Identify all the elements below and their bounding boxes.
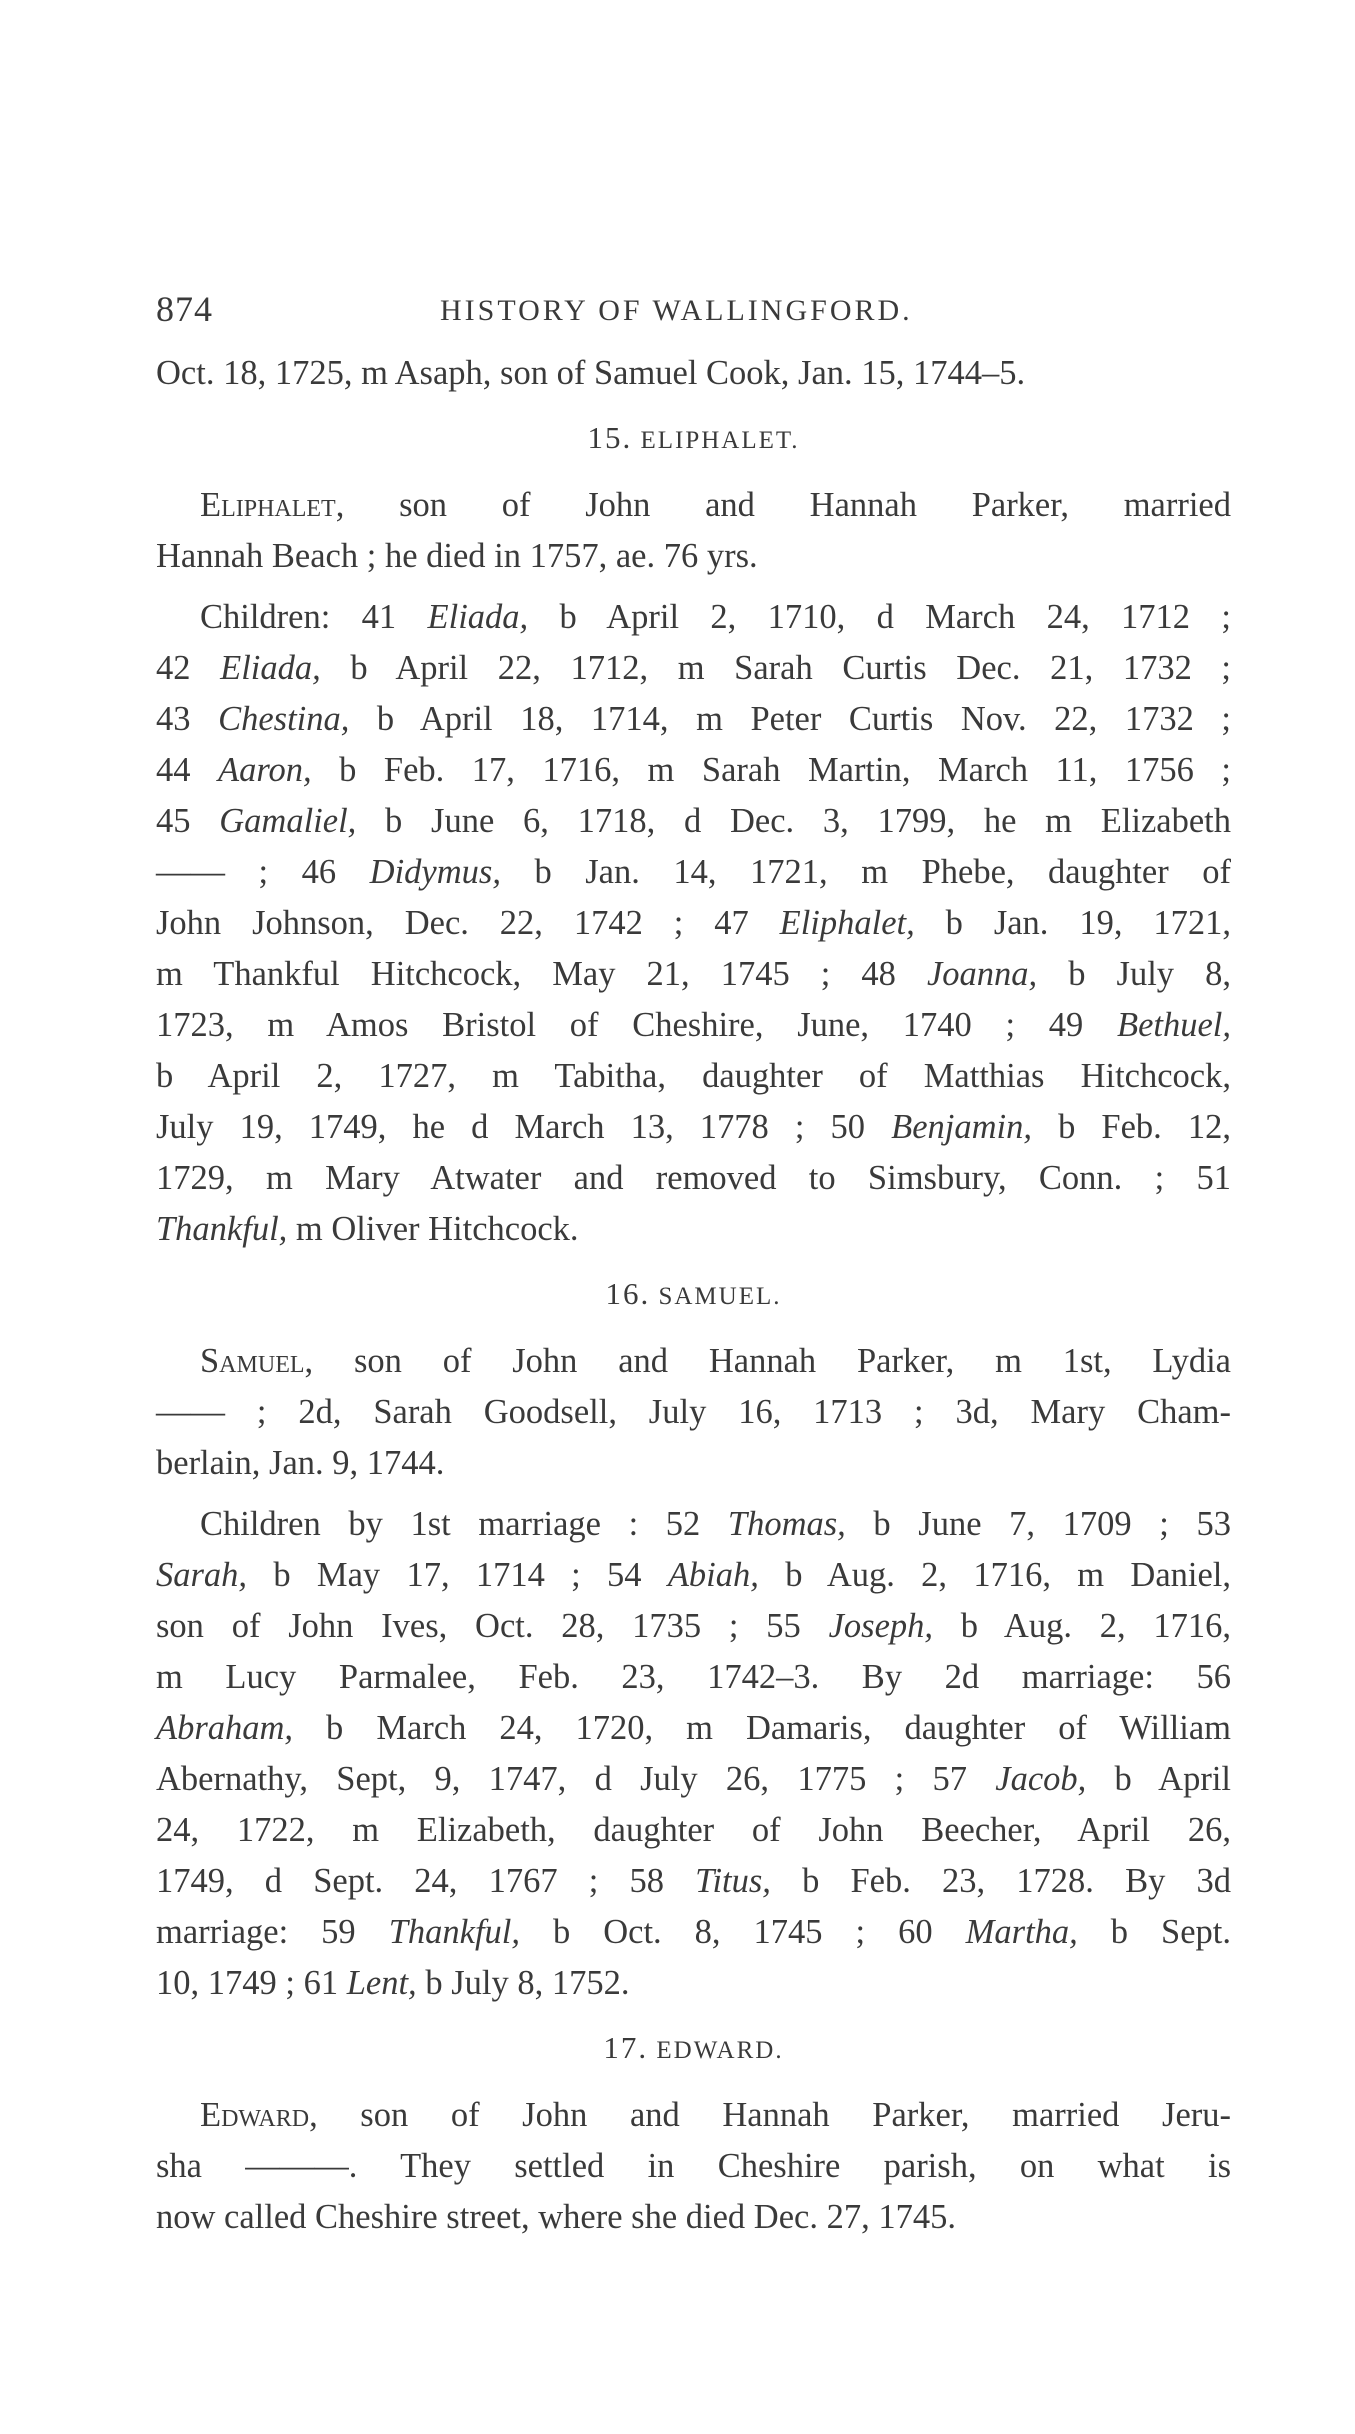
text-run: Hannah Beach ; he died in 1757, ae. 76 yrs. [156, 537, 758, 575]
page-number: 874 [156, 289, 213, 329]
text-run: 43 [156, 700, 219, 738]
text-run: son of John Ives, Oct. 28, 1735 ; 55 [156, 1607, 829, 1645]
person-name: Thankful, [156, 1210, 288, 1248]
text-run: b Jan. 14, 1721, m Phebe, daughter of [500, 853, 1231, 891]
person-name: Bethuel, [1117, 1006, 1231, 1044]
text-run: b July 8, [1037, 955, 1231, 993]
section-name: EDWARD. [648, 2037, 784, 2064]
person-name: Abraham, [156, 1709, 294, 1747]
person-name: Chestina, [218, 700, 350, 738]
text-line [156, 531, 1231, 582]
text-run: b June 7, 1709 ; 53 [845, 1505, 1231, 1543]
text-line [156, 1856, 1231, 1907]
text-run: b Feb. 23, 1728. By 3d [770, 1862, 1232, 1900]
text-run: b March 24, 1720, m Damaris, daughter of William [293, 1709, 1231, 1747]
text-line [156, 1051, 1231, 1102]
text-line [156, 2141, 1231, 2192]
text-run: —— ; 46 [156, 853, 370, 891]
text-line [156, 1153, 1231, 1204]
paragraph [156, 592, 1231, 1255]
person-name: Gamaliel, [219, 802, 357, 840]
text-line [156, 1387, 1231, 1438]
text-run: 44 [156, 751, 219, 789]
text-line [156, 1703, 1231, 1754]
text-run: berlain, Jan. 9, 1744. [156, 1444, 445, 1482]
text-line [156, 1438, 1231, 1489]
person-name: Aaron, [218, 751, 312, 789]
text-line [156, 745, 1231, 796]
person-name: Titus, [695, 1862, 771, 1900]
person-name: Benjamin, [891, 1108, 1033, 1146]
paragraph [156, 1499, 1231, 2009]
text-run: b Aug. 2, 1716, [933, 1607, 1232, 1645]
text-line [156, 1336, 1231, 1387]
text-line [156, 1601, 1231, 1652]
text-run: 10, 1749 ; 61 [156, 1964, 347, 2002]
person-name: Joanna, [926, 955, 1038, 993]
text-run: b June 6, 1718, d Dec. 3, 1799, he m Elizabeth [356, 802, 1232, 840]
text-run: b Sept. [1077, 1913, 1231, 1951]
text-line [156, 2090, 1231, 2141]
text-line [156, 643, 1231, 694]
person-name: Abiah, [667, 1556, 759, 1594]
text-line [156, 1754, 1231, 1805]
paragraph [156, 2090, 1231, 2243]
text-line [156, 2192, 1231, 2243]
text-run: marriage: 59 [156, 1913, 389, 1951]
lead-name: Eliphalet [200, 486, 336, 524]
text-line [156, 1102, 1231, 1153]
text-run: sha ———. They settled in Cheshire parish, on what is [156, 2147, 1231, 2185]
intro-line: Oct. 18, 1725, m Asaph, son of Samuel Cook, Jan. 15, 1744–5. [156, 354, 1026, 392]
genealogy-sections [156, 413, 1231, 2243]
text-run: July 19, 1749, he d March 13, 1778 ; 50 [156, 1108, 892, 1146]
person-name: Sarah, [156, 1556, 248, 1594]
text-line [156, 949, 1231, 1000]
section-name: SAMUEL. [650, 1283, 782, 1310]
text-run: b Oct. 8, 1745 ; 60 [519, 1913, 966, 1951]
person-name: Thomas, [727, 1505, 846, 1543]
text-line [156, 1204, 1231, 1255]
section-number: 17. [603, 2030, 649, 2065]
person-name: Lent, [346, 1964, 417, 2002]
person-name: Thankful, [388, 1913, 520, 1951]
text-run: b Feb. 12, [1032, 1108, 1232, 1146]
text-run: b April 2, 1710, d March 24, 1712 ; [528, 598, 1231, 636]
text-run: b April 2, 1727, m Tabitha, daughter of Matthias Hitchcock, [156, 1057, 1231, 1095]
text-run: Children by 1st marriage : 52 [200, 1505, 728, 1543]
text-run: Eliphalet, son of John and Hannah Parker, married [200, 486, 1231, 524]
section-name: ELIPHALET. [632, 427, 800, 454]
running-title: HISTORY OF WALLINGFORD. [440, 294, 913, 327]
paragraph [156, 480, 1231, 582]
text-line [156, 1000, 1231, 1051]
section-number: 16. [605, 1276, 651, 1311]
person-name: Eliada, [427, 598, 529, 636]
text-run: b Jan. 19, 1721, [914, 904, 1231, 942]
section-number: 15. [587, 420, 633, 455]
text-line [156, 1805, 1231, 1856]
text-run: b May 17, 1714 ; 54 [247, 1556, 668, 1594]
text-run: 24, 1722, m Elizabeth, daughter of John Beecher, April 26, [156, 1811, 1231, 1849]
text-run: Samuel, son of John and Hannah Parker, m 1st, Lydia [200, 1342, 1231, 1380]
person-name: Joseph, [828, 1607, 934, 1645]
text-run: 1723, m Amos Bristol of Cheshire, June, 1740 ; 49 [156, 1006, 1117, 1044]
text-run: b April [1086, 1760, 1231, 1798]
text-run: b April 18, 1714, m Peter Curtis Nov. 22, 1732 ; [349, 700, 1232, 738]
section-heading [156, 1269, 1231, 1322]
section-heading [156, 413, 1231, 466]
paragraph [156, 1336, 1231, 1489]
book-page [156, 288, 1231, 2253]
text-run: John Johnson, Dec. 22, 1742 ; 47 [156, 904, 780, 942]
text-run: m Lucy Parmalee, Feb. 23, 1742–3. By 2d marriage: 56 [156, 1658, 1231, 1696]
text-run: Edward, son of John and Hannah Parker, married Jeru- [200, 2096, 1231, 2134]
lead-name: Samuel [200, 1342, 305, 1380]
text-line [156, 480, 1231, 531]
person-name: Jacob, [995, 1760, 1087, 1798]
section-heading [156, 2023, 1231, 2076]
text-run: b April 22, 1712, m Sarah Curtis Dec. 21, 1732 ; [320, 649, 1232, 687]
text-run: m Thankful Hitchcock, May 21, 1745 ; 48 [156, 955, 927, 993]
text-run: Abernathy, Sept, 9, 1747, d July 26, 1775 ; 57 [156, 1760, 996, 1798]
text-line [156, 796, 1231, 847]
text-run: —— ; 2d, Sarah Goodsell, July 16, 1713 ; 3d, Mary Cham- [156, 1393, 1231, 1431]
text-run: Children: 41 [200, 598, 428, 636]
person-name: Martha, [965, 1913, 1078, 1951]
text-line [156, 898, 1231, 949]
text-run: 45 [156, 802, 220, 840]
person-name: Didymus, [369, 853, 501, 891]
text-run: b July 8, 1752. [416, 1964, 630, 2002]
running-header [156, 288, 1231, 348]
text-run: m Oliver Hitchcock. [287, 1210, 579, 1248]
person-name: Eliada, [220, 649, 321, 687]
text-line [156, 1958, 1231, 2009]
text-line [156, 1652, 1231, 1703]
text-line [156, 1550, 1231, 1601]
text-line [156, 1907, 1231, 1958]
text-line [156, 847, 1231, 898]
text-run: now called Cheshire street, where she died Dec. 27, 1745. [156, 2198, 956, 2236]
text-run: b Aug. 2, 1716, m Daniel, [758, 1556, 1232, 1594]
text-line [156, 1499, 1231, 1550]
text-run: b Feb. 17, 1716, m Sarah Martin, March 11, 1756 ; [311, 751, 1231, 789]
text-line [156, 592, 1231, 643]
text-run: 1749, d Sept. 24, 1767 ; 58 [156, 1862, 696, 1900]
lead-name: Edward [200, 2096, 310, 2134]
text-line [156, 694, 1231, 745]
text-run: 1729, m Mary Atwater and removed to Simsbury, Conn. ; 51 [156, 1159, 1231, 1197]
text-run: 42 [156, 649, 221, 687]
person-name: Eliphalet, [779, 904, 915, 942]
